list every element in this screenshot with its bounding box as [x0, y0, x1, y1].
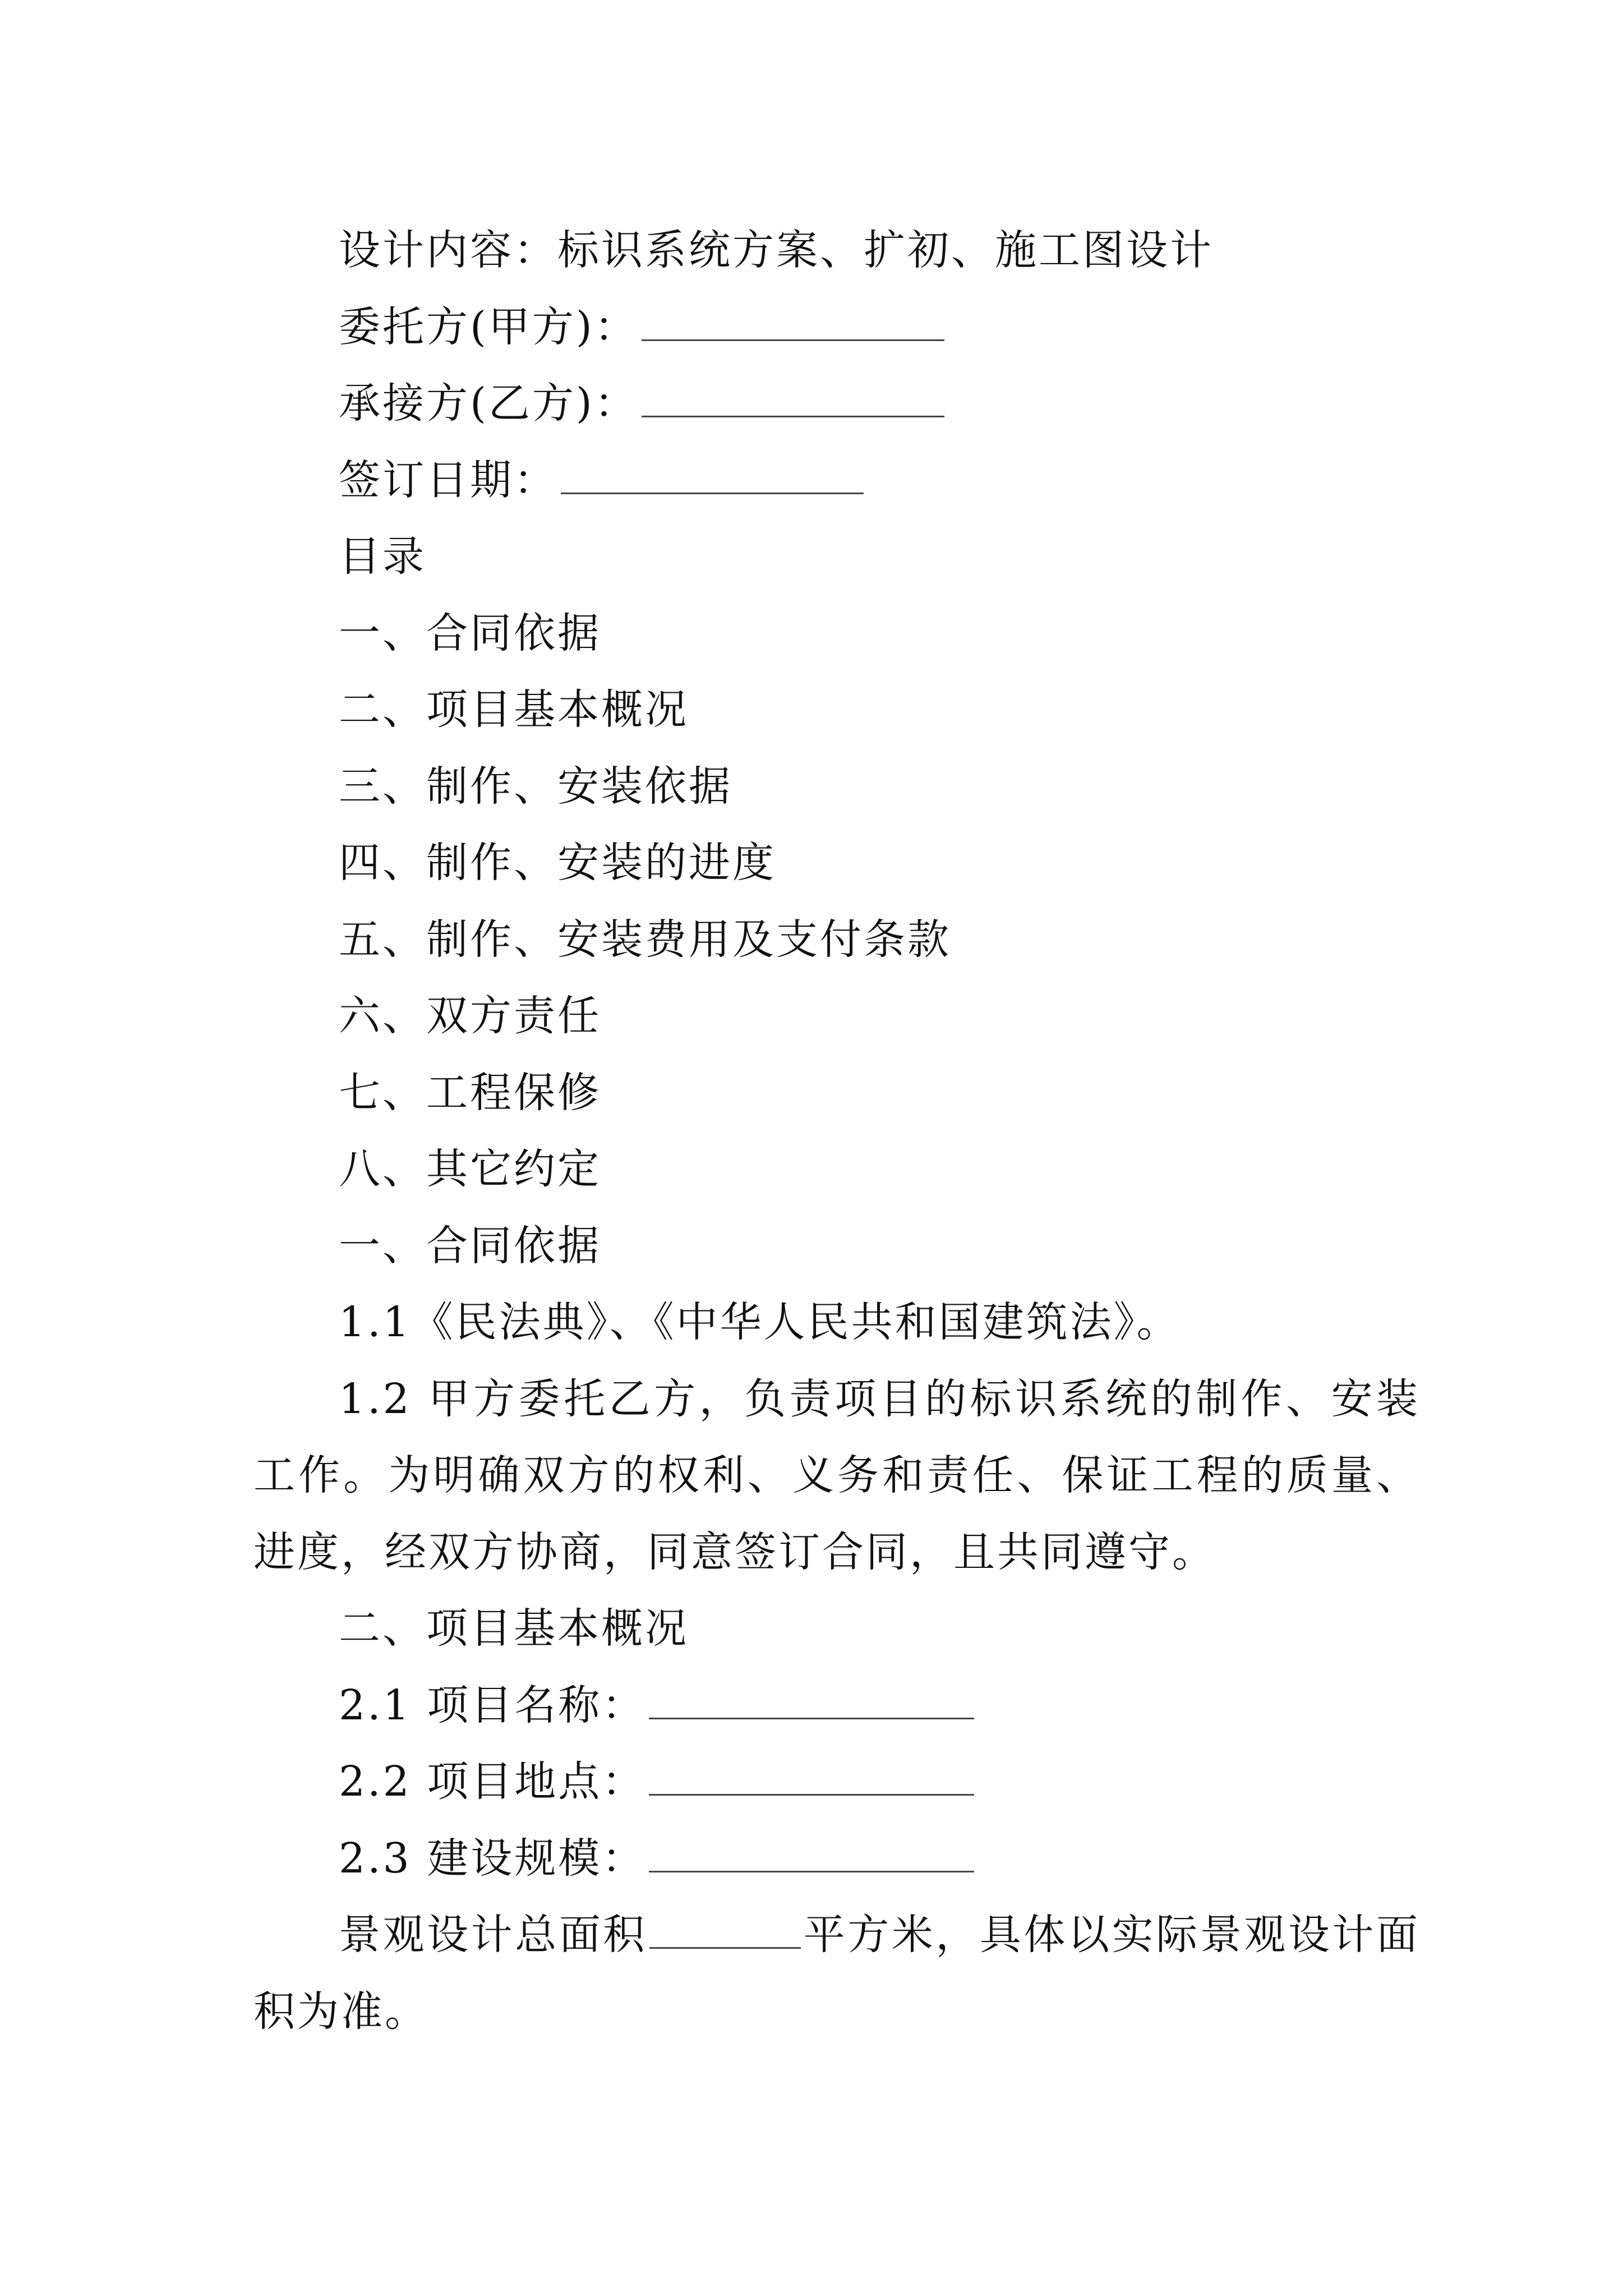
project-location-line	[253, 1743, 1420, 1820]
project-name-blank	[649, 1683, 974, 1719]
contractor-label: 承接方(乙方)：	[339, 379, 638, 427]
area-blank	[649, 1912, 801, 1949]
toc-item: 二、项目基本概况	[339, 685, 689, 734]
contractor-line	[253, 365, 1420, 442]
project-location-label: 2.2 项目地点：	[339, 1757, 646, 1806]
toc-item: 八、其它约定	[339, 1145, 601, 1193]
client-blank	[642, 305, 944, 341]
toc-item: 三、制作、安装依据	[339, 762, 732, 811]
project-scale-label: 2.3 建设规模：	[339, 1834, 646, 1883]
project-scale-blank	[649, 1836, 974, 1872]
project-scale-line	[253, 1820, 1420, 1897]
date-blank	[561, 458, 864, 494]
toc-item: 一、合同依据	[339, 609, 601, 657]
design-content-line: 设计内容：标识系统方案、扩初、施工图设计	[339, 226, 1214, 274]
date-line	[253, 442, 1420, 519]
contractor-blank	[642, 381, 944, 417]
project-name-line	[253, 1667, 1420, 1744]
client-line	[253, 289, 1420, 366]
toc-title: 目录	[339, 532, 426, 581]
project-location-blank	[649, 1759, 974, 1796]
clause-1-1: 1.1《民法典》、《中华人民共和国建筑法》。	[339, 1298, 1181, 1346]
section-heading: 一、合同依据	[339, 1221, 601, 1270]
area-suffix: 平方米，具体以实际景观设计面积为准。	[253, 1911, 1420, 2036]
date-label: 签订日期：	[339, 455, 557, 504]
area-prefix: 景观设计总面积	[339, 1911, 647, 1959]
section-heading: 二、项目基本概况	[339, 1604, 689, 1653]
area-paragraph	[253, 1897, 1420, 2050]
clause-1-2: 1.2 甲方委托乙方，负责项目的标识系统的制作、安装工作。为明确双方的权利、义务和责任、保证工程的质量、进度，经双方协商，同意签订合同，且共同遵守。	[253, 1374, 1420, 1576]
document-body	[253, 212, 1420, 2050]
client-label: 委托方(甲方)：	[339, 302, 638, 351]
toc-item: 六、双方责任	[339, 992, 601, 1040]
toc-item: 四、制作、安装的进度	[339, 839, 776, 887]
toc-item: 七、工程保修	[339, 1068, 601, 1117]
project-name-label: 2.1 项目名称：	[339, 1681, 646, 1729]
toc-item: 五、制作、安装费用及支付条款	[339, 915, 951, 964]
